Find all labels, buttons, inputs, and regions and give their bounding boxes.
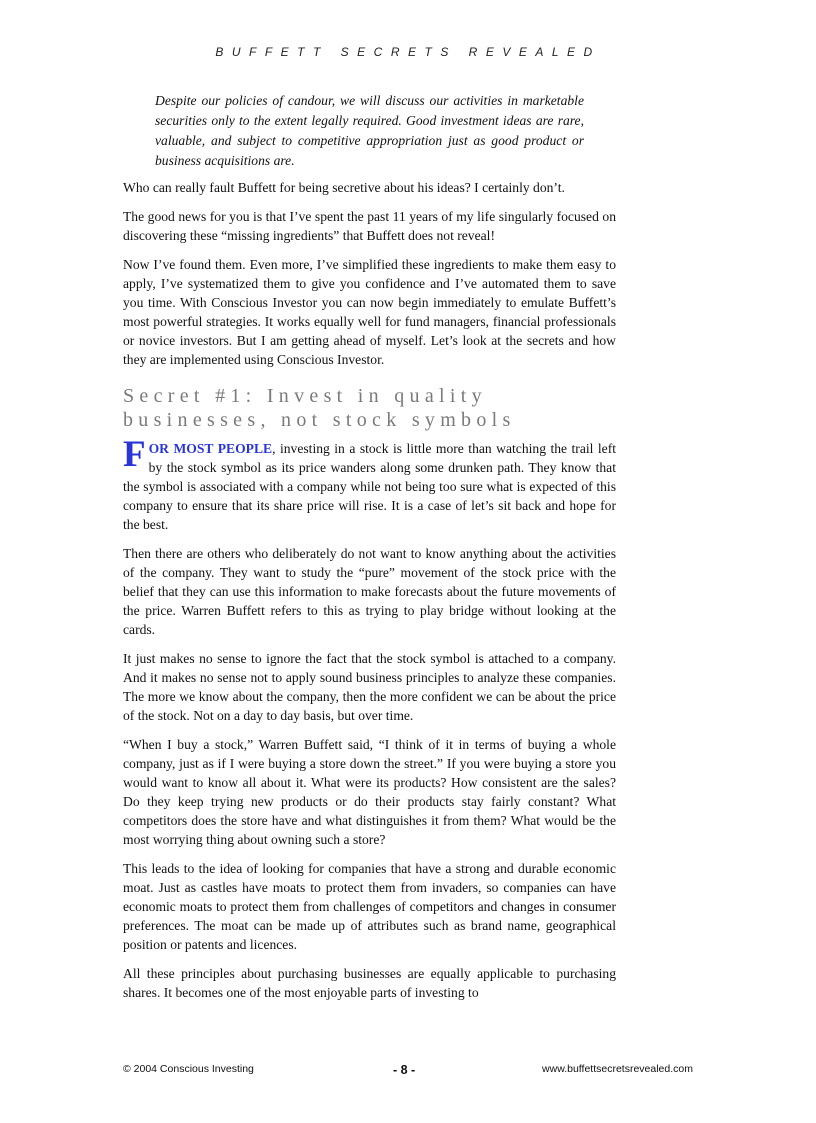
section-paragraph: “When I buy a stock,” Warren Buffett said, “I think of it in terms of buying a whole company, just as if I were buying a store down the street.” If you were buying a store you would want to know all about it. What were its products? How consistent are the sales? Do they keep trying new products or do their products stay fairly constant? What competitors does the store have and what distinguishes it from them? What would be the most worrying thing about owning such a store? <box>123 737 616 847</box>
intro-paragraph: The good news for you is that I’ve spent the past 11 years of my life singularly focused on discovering these “missing ingredients” that Buffett does not reveal! <box>123 209 616 243</box>
drop-cap: F <box>123 434 146 475</box>
block-quote: Despite our policies of candour, we will discuss our activities in marketable securities only to the extent legally required. Good investment ideas are rare, valuable, and subject to competitive appropriation just as good product or business acquisitions are. <box>155 93 584 168</box>
intro-paragraph: Now I’ve found them. Even more, I’ve simplified these ingredients to make them easy to apply, I’ve systematized them to give you confidence and I’ve automated them to save you time. With Conscious Investor you can now begin immediately to emulate Buffett’s most powerful strategies. It works equally well for fund managers, financial professionals or novice investors. But I am getting ahead of myself. Let’s look at the secrets and how they are implemented using Conscious Investor. <box>123 257 616 367</box>
section-paragraph: This leads to the idea of looking for companies that have a strong and durable economic moat. Just as castles have moats to protect them from invaders, so companies can have economic moats to protect them from challenges of competitors and changes in consumer preferences. The moat can be made up of attributes such as brand name, geographical position or patents and licences. <box>123 861 616 952</box>
section-heading: Secret #1: Invest in quality businesses, not stock symbols <box>123 385 516 431</box>
section-paragraph: All these principles about purchasing businesses are equally applicable to purchasing shares. It becomes one of the most enjoyable parts of investing to <box>123 966 616 1000</box>
running-header: BUFFETT SECRETS REVEALED <box>215 45 601 59</box>
page-content <box>123 91 616 1012</box>
lead-in-caps: OR MOST PEOPLE <box>148 441 273 456</box>
page-number: - 8 - <box>393 1063 416 1077</box>
footer-copyright: © 2004 Conscious Investing <box>123 1063 254 1075</box>
section-paragraph: Then there are others who deliberately do not want to know anything about the activities of the company. They want to study the “pure” movement of the stock price with the belief that they can use this information to make forecasts about the future movements of the price. Warren Buffett refers to this as trying to play bridge without looking at the cards. <box>123 546 616 637</box>
section-first-paragraph <box>123 434 616 534</box>
first-paragraph-text: , investing in a stock is little more than watching the trail left by the stock symbol as its price wanders along some drunken path. They know that the symbol is associated with a company while not being too sure what is expected of this company to ensure that its share price will rise. It is a case of let’s sit back and hope for the best. <box>123 441 616 532</box>
section-paragraph: It just makes no sense to ignore the fact that the stock symbol is attached to a company. And it makes no sense not to apply sound business principles to analyze these companies. The more we know about the company, then the more confident we can be about the price of the stock. Not on a day to day basis, but over time. <box>123 651 616 723</box>
footer-website: www.buffettsecretsrevealed.com <box>542 1063 693 1075</box>
intro-paragraph: Who can really fault Buffett for being secretive about his ideas? I certainly don’t. <box>123 180 565 195</box>
